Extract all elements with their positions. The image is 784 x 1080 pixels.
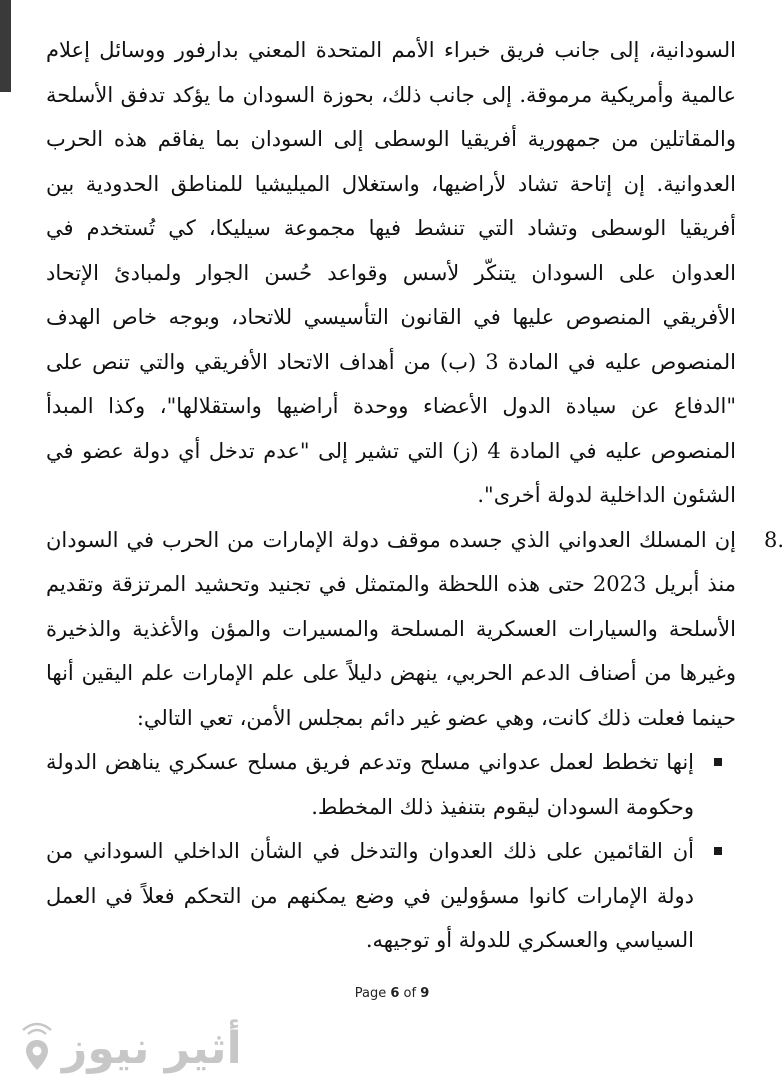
page-edge-rule	[0, 0, 11, 92]
document-page	[46, 28, 784, 963]
page-label: Page	[354, 986, 387, 1001]
watermark-text: أثير نيوز	[62, 1022, 242, 1074]
item-paragraph: إن المسلك العدواني الذي جسده موقف دولة الإمارات من الحرب في السودان منذ أبريل 2023 حتى هذه اللحظة والمتمثل في تجنيد وتحشيد المرتزقة وتقديم الأسلحة والسيارات العسكرية المسلحة والمسيرات والمؤن والأغذية والذخيرة وغيرها من أصناف الدعم الحربي، ينهض دليلاً على علم الإمارات علم اليقين أنها حينما فعلت ذلك كانت، وهي عضو غير دائم بمجلس الأمن، تعي التالي:	[46, 527, 737, 730]
numbered-item-8	[46, 518, 784, 741]
bullet-text: أن القائمين على ذلك العدوان والتدخل في الشأن الداخلي السوداني من دولة الإمارات كانوا مسؤولين في وضع يمكنهم من التحكم فعلاً في العمل السياسي والعسكري للدولة أو توجيهه.	[46, 839, 694, 952]
bullet-item	[46, 740, 736, 829]
location-pin-icon	[14, 1020, 60, 1076]
intro-paragraph: السودانية، إلى جانب فريق خبراء الأمم المتحدة المعني بدارفور ووسائل إعلام عالمية وأمريكية مرموقة. إلى جانب ذلك، بحوزة السودان ما يؤكد تدفق الأسلحة والمقاتلين من جمهورية أفريقيا الوسطى إلى السودان بما يفاقم هذه الحرب العدوانية. إن إتاحة تشاد لأراضيها، واستغلال الميليشيا للمناطق الحدودية بين أفريقيا الوسطى وتشاد التي تنشط فيها مجموعة سيليكا، كي تُستخدم في العدوان على السودان يتنكّر لأسس وقواعد حُسن الجوار ولمبادئ الإتحاد الأفريقي المنصوص عليها في القانون التأسيسي للاتحاد، وبوجه خاص الهدف المنصوص عليه في المادة 3 (ب) من أهداف الاتحاد الأفريقي والتي تنص على "الدفاع عن سيادة الدول الأعضاء ووحدة أراضيها واستقلالها"، وكذا المبدأ المنصوص عليه في المادة 4 (ز) التي تشير إلى "عدم تدخل أي دولة عضو في الشئون الداخلية لدولة أخرى".	[46, 38, 736, 507]
page-total: 9	[420, 986, 430, 1001]
watermark-logo	[12, 1016, 242, 1080]
bullet-list	[46, 740, 736, 963]
page-current: 6	[390, 986, 400, 1001]
page-footer	[0, 986, 784, 1001]
square-bullet-icon	[714, 847, 722, 855]
item-number: 8.	[763, 527, 784, 552]
page-of: of	[403, 986, 417, 1001]
bullet-item	[46, 829, 736, 963]
square-bullet-icon	[714, 758, 722, 766]
bullet-text: إنها تخطط لعمل عدواني مسلح وتدعم فريق مسلح عسكري يناهض الدولة وحكومة السودان ليقوم بتنفيذ ذلك المخطط.	[46, 750, 694, 819]
